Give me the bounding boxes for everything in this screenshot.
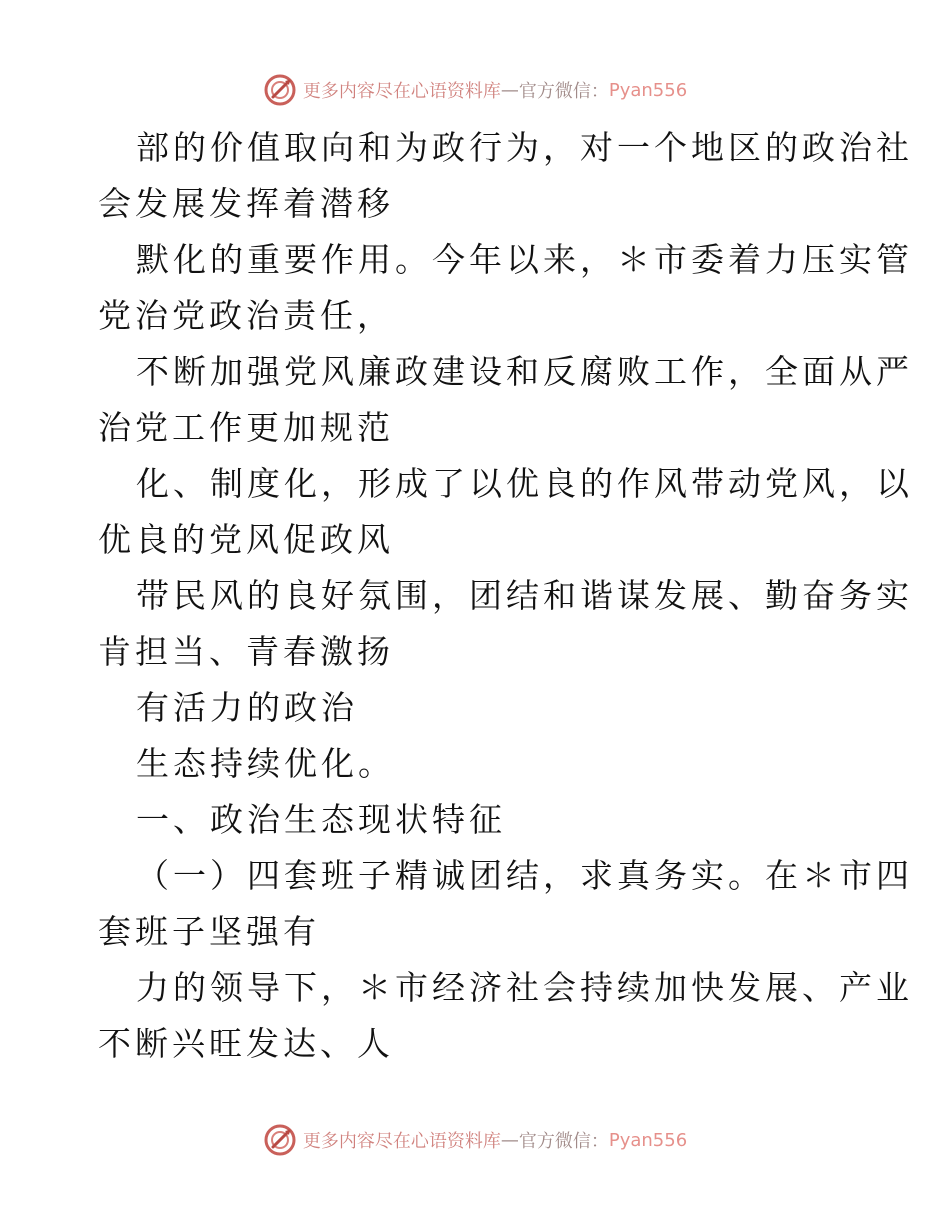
body-line: 有活力的政治 (136, 688, 358, 727)
body-line: 不断兴旺发达、人 (98, 1024, 394, 1063)
watermark-dash: — (500, 79, 519, 101)
body-line: 部的价值取向和为政行为，对一个地区的政治社 (136, 128, 913, 167)
watermark-dash: — (500, 1129, 519, 1151)
body-line: 不断加强党风廉政建设和反腐败工作，全面从严 (136, 352, 913, 391)
body-line: 党治党政治责任， (98, 296, 394, 335)
watermark-label: 官方微信： (518, 1131, 609, 1152)
body-line: 默化的重要作用。今年以来，＊市委着力压实管 (136, 240, 913, 279)
logo-icon (263, 73, 297, 107)
section-heading: 一、政治生态现状特征 (136, 800, 506, 839)
body-line: 化、制度化，形成了以优良的作风带动党风，以 (136, 464, 913, 503)
body-line: 会发展发挥着潜移 (98, 184, 394, 223)
body-line: 优良的党风促政风 (98, 520, 394, 559)
body-line: 肯担当、青春激扬 (98, 632, 394, 671)
subsection-heading: （一）四套班子精诚团结，求真务实。在＊市四 (136, 856, 913, 895)
body-line: 套班子坚强有 (98, 912, 320, 951)
watermark-brand: 更多内容尽在心语资料库 (302, 81, 501, 102)
body-line: 力的领导下，＊市经济社会持续加快发展、产业 (136, 968, 913, 1007)
header-watermark (0, 70, 950, 110)
body-line: 带民风的良好氛围，团结和谐谋发展、勤奋务实 (136, 576, 913, 615)
watermark-wechat-id: Pyan556 (608, 1129, 688, 1151)
logo-icon (263, 1123, 297, 1157)
watermark-brand: 更多内容尽在心语资料库 (302, 1131, 501, 1152)
body-line: 生态持续优化。 (136, 744, 395, 783)
document-body (98, 120, 913, 1072)
watermark-label: 官方微信： (518, 81, 609, 102)
footer-watermark (0, 1120, 950, 1160)
body-line: 治党工作更加规范 (98, 408, 394, 447)
watermark-wechat-id: Pyan556 (608, 79, 688, 101)
